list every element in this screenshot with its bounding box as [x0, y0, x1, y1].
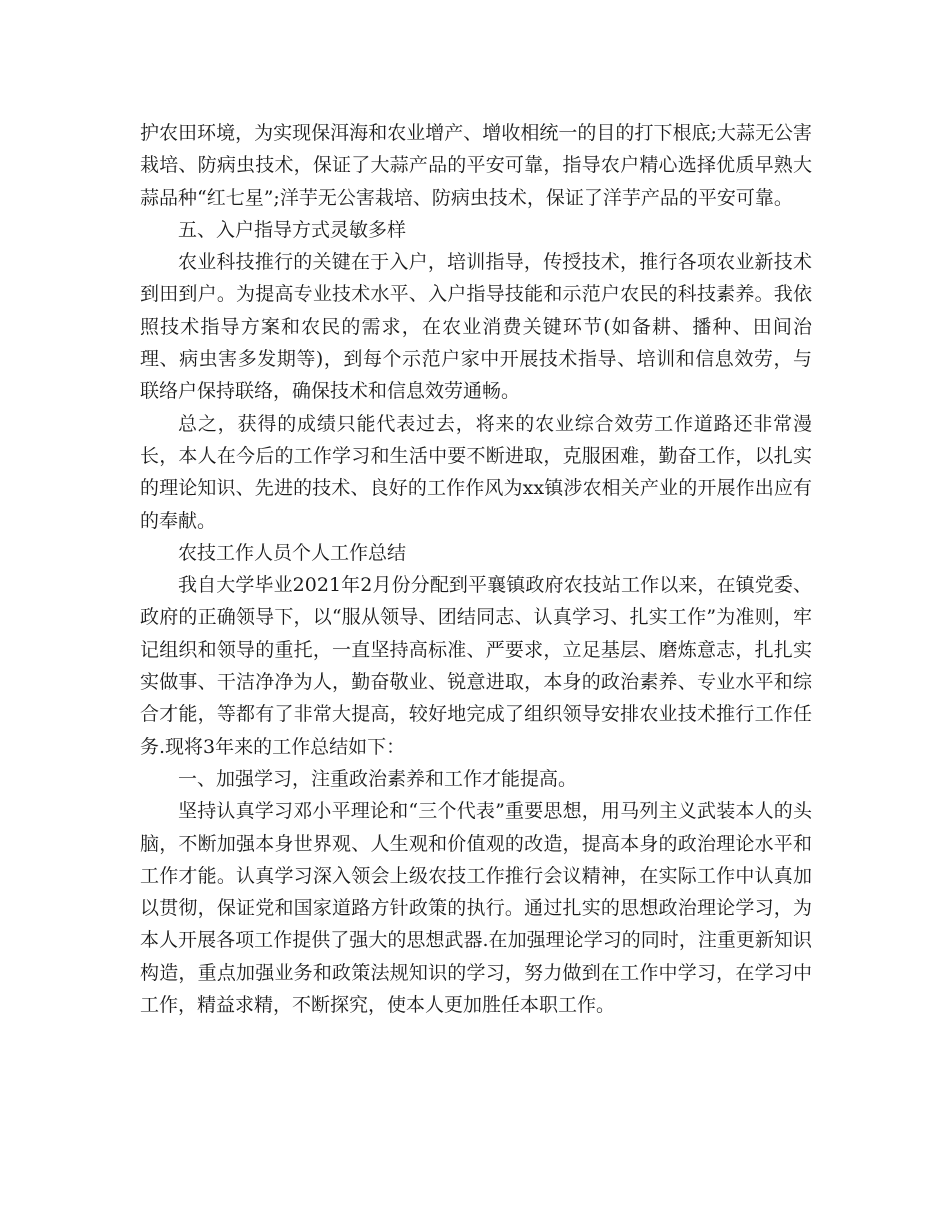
paragraph-body: 总之，获得的成绩只能代表过去，将来的农业综合效劳工作道路还非常漫长，本人在今后的工作学习和生活中要不断进取，克服困难，勤奋工作，以扎实的理论知识、先进的技术、良好的工作作风为xx镇涉农相关产业的开展作出应有的奉献。: [140, 412, 812, 532]
section-heading-five: 五、入户指导方式灵敏多样: [178, 218, 407, 241]
paragraph-body: 我自大学毕业2021年2月份分配到平襄镇政府农技站工作以来，在镇党委、政府的正确领导下，以“服从领导、团结同志、认真学习、扎实工作”为准则，牢记组织和领导的重托，一直坚持高标准、严要求，立足基层、磨炼意志，扎扎实实做事、干洁净净为人，勤奋敬业、锐意进取，本身的政治素养、专业水平和综合才能，等都有了非常大提高，较好地完成了组织领导安排农业技术推行工作任务.现将3年来的工作总结如下：: [140, 574, 812, 758]
document-title: 农技工作人员个人工作总结: [178, 541, 407, 564]
document-page: [140, 117, 812, 1021]
paragraph-body: 农业科技推行的关键在于入户，培训指导，传授技术，推行各项农业新技术到田到户。为提高专业技术水平、入户指导技能和示范户农民的科技素养。我依照技术指导方案和农民的需求，在农业消费关键环节(如备耕、播种、田间治理、病虫害多发期等)，到每个示范户家中开展技术指导、培训和信息效劳，与联络户保持联络，确保技术和信息效劳通畅。: [140, 251, 812, 403]
paragraph-continuation: 护农田环境，为实现保洱海和农业增产、增收相统一的目的打下根底;大蒜无公害栽培、防病虫技术，保证了大蒜产品的平安可靠，指导农户精心选择优质早熟大蒜品种“红七星”;洋芋无公害栽培、防病虫技术，保证了洋芋产品的平安可靠。: [140, 122, 812, 209]
paragraph-body: 坚持认真学习邓小平理论和“三个代表”重要思想，用马列主义武装本人的头脑，不断加强本身世界观、人生观和价值观的改造，提高本身的政治理论水平和工作才能。认真学习深入领会上级农技工作推行会议精神，在实际工作中认真加以贯彻，保证党和国家道路方针政策的执行。通过扎实的思想政治理论学习，为本人开展各项工作提供了强大的思想武器.在加强理论学习的同时，注重更新知识构造，重点加强业务和政策法规知识的学习，努力做到在工作中学习，在学习中工作，精益求精，不断探究，使本人更加胜任本职工作。: [140, 800, 812, 1017]
section-heading-one: 一、加强学习，注重政治素养和工作才能提高。: [178, 767, 578, 790]
